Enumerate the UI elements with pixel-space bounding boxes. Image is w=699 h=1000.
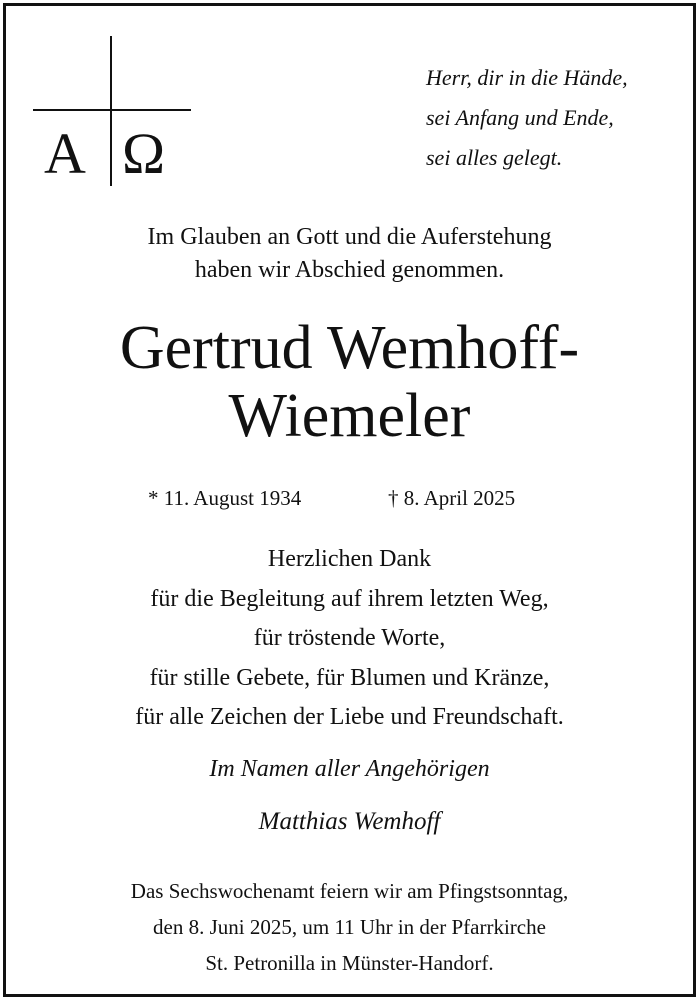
name-line: Gertrud Wemhoff- — [119, 314, 580, 382]
service-line: den 8. Juni 2025, um 11 Uhr in der Pfarrkirche — [153, 915, 546, 939]
death-date: † 8. April 2025 — [388, 486, 516, 510]
omega-symbol: Ω — [122, 121, 166, 186]
service-announcement — [6, 873, 693, 981]
verse-line: Herr, dir in die Hände, — [426, 65, 628, 90]
deceased-name — [6, 314, 693, 450]
intro-line: haben wir Abschied genommen. — [194, 257, 505, 283]
cross-vertical-bar — [110, 36, 112, 186]
alpha-symbol: A — [44, 121, 86, 186]
verse — [426, 58, 686, 178]
signoff: Im Namen aller Angehörigen — [209, 756, 490, 782]
thanks-line: für stille Gebete, für Blumen und Kränze, — [149, 664, 550, 691]
service-line: St. Petronilla in Münster-Handorf. — [205, 951, 494, 975]
thanks-line: für die Begleitung auf ihrem letzten Weg, — [150, 585, 549, 612]
thanks-line: für alle Zeichen der Liebe und Freundschaft. — [135, 704, 564, 730]
cross-horizontal-bar — [33, 109, 191, 111]
service-line: Das Sechswochenamt feiern wir am Pfingstsonntag, — [130, 879, 569, 903]
signer-name: Matthias Wemhoff — [258, 808, 441, 835]
intro-line: Im Glauben an Gott und die Auferstehung — [147, 224, 552, 250]
intro-text — [6, 221, 693, 287]
name-line: Wiemeler — [228, 382, 471, 450]
thanks-line: Herzlichen Dank — [267, 546, 432, 572]
obituary-notice — [3, 3, 696, 997]
thanks-text — [6, 540, 693, 738]
verse-line: sei Anfang und Ende, — [426, 105, 614, 130]
thanks-line: für tröstende Worte, — [253, 625, 446, 651]
verse-line: sei alles gelegt. — [426, 145, 563, 170]
birth-date: * 11. August 1934 — [148, 486, 302, 510]
